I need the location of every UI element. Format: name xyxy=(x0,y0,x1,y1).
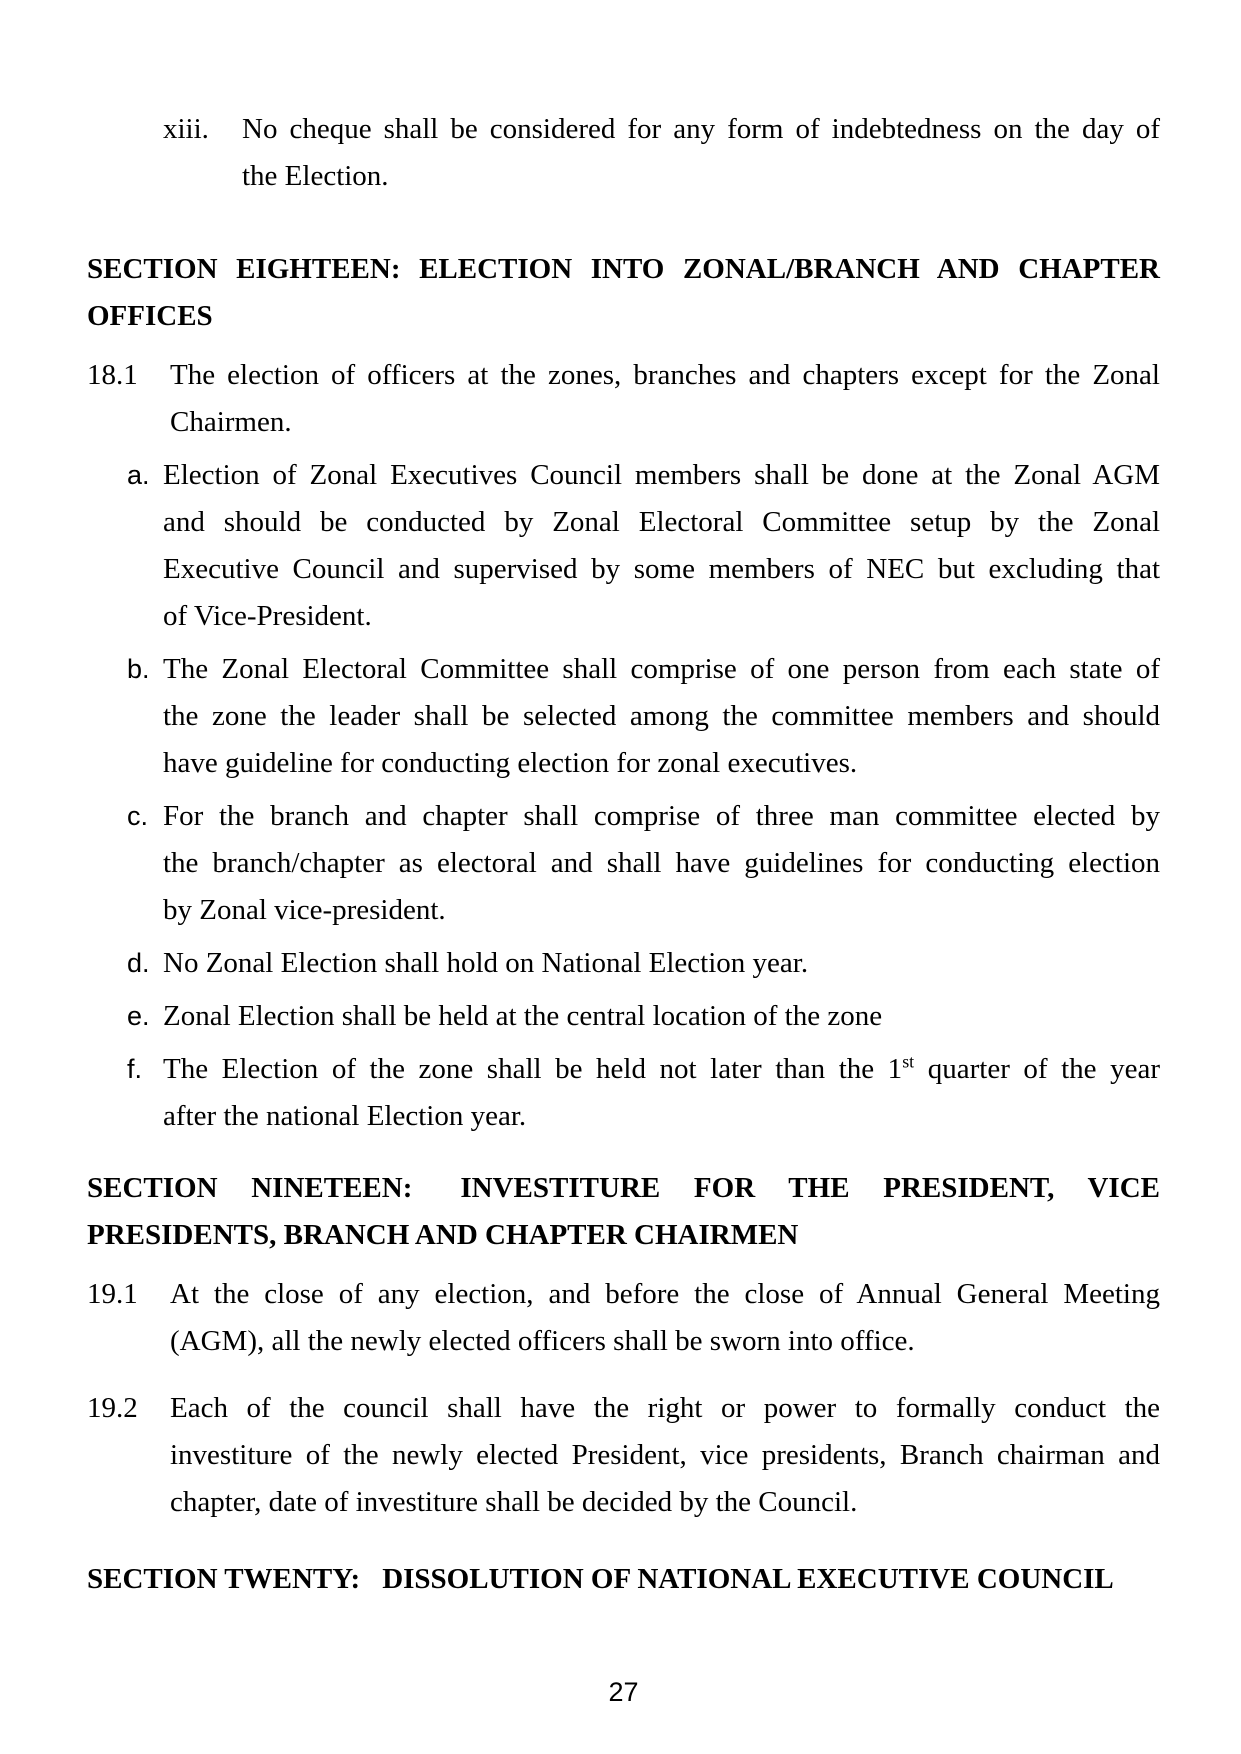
heading-line xyxy=(87,1165,1160,1212)
text-line: the Election. xyxy=(242,160,389,192)
heading-label: SECTION TWENTY: xyxy=(87,1563,361,1595)
text-segment: The Election of the zone shall be held not later than the 1 xyxy=(163,1053,903,1085)
text-line: Executive Council and supervised by some members of NEC but excluding that xyxy=(163,553,1160,585)
text-line: (AGM), all the newly elected officers shall be sworn into office. xyxy=(170,1325,915,1357)
heading-line xyxy=(87,1556,1160,1603)
alpha-item-a xyxy=(127,452,1160,640)
text-line: Chairmen. xyxy=(170,406,292,438)
list-item-xiii xyxy=(87,106,1160,200)
item-marker: f. xyxy=(127,1054,143,1084)
text-line xyxy=(163,1046,1160,1093)
text-line: Zonal Election shall be held at the central location of the zone xyxy=(163,1000,883,1032)
alpha-item-e xyxy=(127,993,1160,1040)
text-line: At the close of any election, and before the close of Annual General Meeting xyxy=(170,1278,1160,1310)
text-line: by Zonal vice-president. xyxy=(163,894,446,926)
text-line: No Zonal Election shall hold on National Election year. xyxy=(163,947,809,979)
page-number: 27 xyxy=(608,1677,639,1707)
item-marker: b. xyxy=(127,654,150,684)
text-segment: quarter of the year xyxy=(914,1053,1160,1085)
ordinal-superscript: st xyxy=(902,1051,915,1072)
text-line: the branch/chapter as electoral and shall have guidelines for conducting election xyxy=(163,847,1160,879)
clause-19-2 xyxy=(87,1385,1160,1526)
item-marker: xiii. xyxy=(163,113,209,145)
alpha-item-b xyxy=(127,646,1160,787)
heading-text: INVESTITURE FOR THE PRESIDENT, VICE xyxy=(460,1172,1161,1204)
alpha-item-c xyxy=(127,793,1160,934)
item-marker: d. xyxy=(127,948,150,978)
section-eighteen-heading xyxy=(87,246,1160,340)
text-line: The Zonal Electoral Committee shall comprise of one person from each state of xyxy=(163,653,1160,685)
item-marker: e. xyxy=(127,1001,150,1031)
alpha-item-f xyxy=(127,1046,1160,1140)
text-line: The election of officers at the zones, branches and chapters except for the Zonal xyxy=(170,359,1160,391)
section-nineteen-heading xyxy=(87,1165,1160,1259)
alpha-item-d xyxy=(127,940,1160,987)
text-line: Each of the council shall have the right or power to formally conduct the xyxy=(170,1392,1160,1424)
heading-line: PRESIDENTS, BRANCH AND CHAPTER CHAIRMEN xyxy=(87,1219,799,1251)
heading-label: SECTION NINETEEN: xyxy=(87,1172,413,1204)
clause-18-1 xyxy=(87,352,1160,446)
heading-line: SECTION EIGHTEEN: ELECTION INTO ZONAL/BRANCH AND CHAPTER xyxy=(87,253,1160,285)
heading-text: DISSOLUTION OF NATIONAL EXECUTIVE COUNCIL xyxy=(382,1563,1114,1595)
text-line: and should be conducted by Zonal Electoral Committee setup by the Zonal xyxy=(163,506,1160,538)
item-marker: a. xyxy=(127,460,150,490)
clause-19-1 xyxy=(87,1271,1160,1365)
item-marker: c. xyxy=(127,801,149,831)
text-line: No cheque shall be considered for any form of indebtedness on the day of xyxy=(242,113,1160,145)
text-line: chapter, date of investiture shall be decided by the Council. xyxy=(170,1486,858,1518)
text-line: of Vice-President. xyxy=(163,600,372,632)
text-line: For the branch and chapter shall comprise of three man committee elected by xyxy=(163,800,1160,832)
section-twenty-heading xyxy=(87,1556,1160,1603)
clause-number: 18.1 xyxy=(87,359,138,391)
text-line: the zone the leader shall be selected among the committee members and should xyxy=(163,700,1160,732)
text-line: investiture of the newly elected President, vice presidents, Branch chairman and xyxy=(170,1439,1160,1471)
text-line: after the national Election year. xyxy=(163,1100,527,1132)
clause-number: 19.2 xyxy=(87,1392,138,1424)
text-line: Election of Zonal Executives Council members shall be done at the Zonal AGM xyxy=(163,459,1160,491)
heading-line: OFFICES xyxy=(87,300,213,332)
clause-number: 19.1 xyxy=(87,1278,138,1310)
text-line: have guideline for conducting election for zonal executives. xyxy=(163,747,858,779)
